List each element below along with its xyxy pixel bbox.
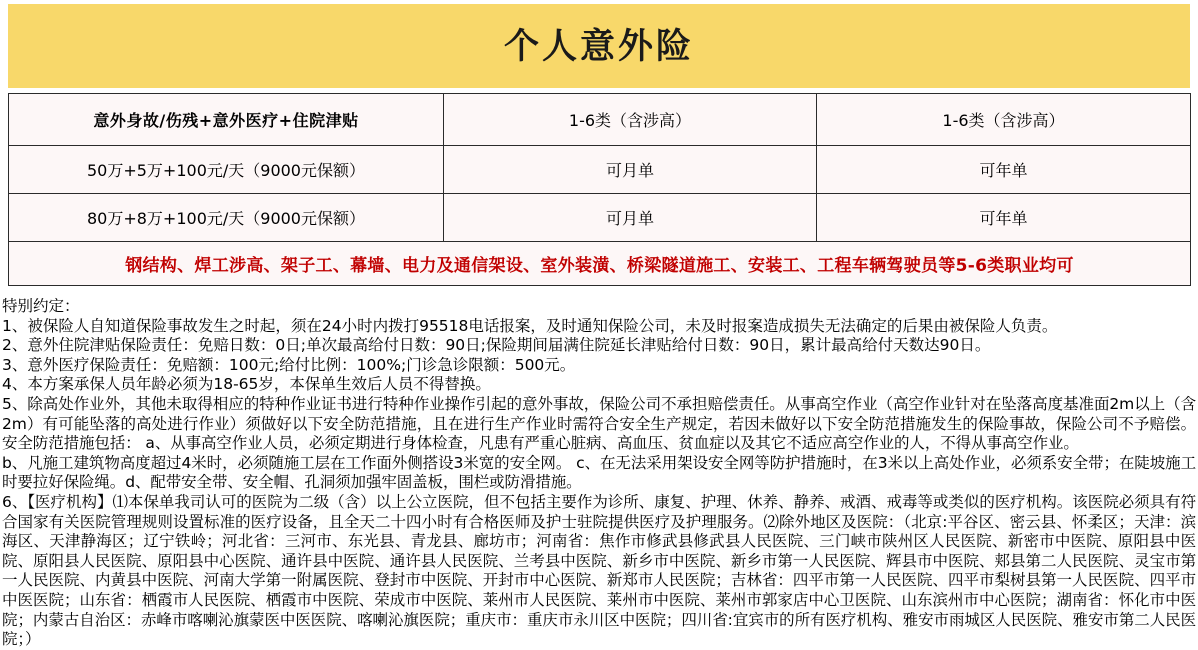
page-title: 个人意外险 bbox=[503, 25, 694, 67]
table-header-monthly: 1-6类（含涉高） bbox=[444, 94, 817, 146]
plan-monthly-option: 可月单 bbox=[444, 146, 817, 194]
plan-rate-table bbox=[8, 93, 1191, 286]
terms-item-1: 1、被保险人自知道保险事故发生之时起，须在24小时内拨打95518电话报案，及时通知保险公司，未及时报案造成损失无法确定的后果由被保险人负责。 bbox=[2, 316, 1058, 335]
terms-item-5-sub: b、凡施工建筑物高度超过4米时，必须随施工层在工作面外侧搭设3米宽的安全网。 c、在无法采用架设安全网等防护措施时，在3米以上高处作业，必须系安全带；在陡坡施工时要拉好保险绳。d、配带安全带、安全帽、孔洞须加强牢固盖板，围栏或防滑措施。 bbox=[2, 453, 1196, 492]
plan-amount: 50万+5万+100元/天（9000元保额） bbox=[9, 146, 444, 194]
occupation-highlight-text: 钢结构、焊工涉高、架子工、幕墙、电力及通信架设、室外装潢、桥梁隧道施工、安装工、工程车辆驾驶员等5-6类职业均可 bbox=[9, 242, 1191, 286]
table-row bbox=[9, 194, 1191, 242]
occupation-highlight-row bbox=[9, 242, 1191, 286]
plan-annual-option: 可年单 bbox=[817, 146, 1191, 194]
terms-item-3: 3、意外医疗保险责任：免赔额：100元;给付比例：100%;门诊急诊限额：500元。 bbox=[2, 355, 576, 374]
terms-item-2: 2、意外住院津贴保险责任：免赔日数：0日;单次最高给付日数：90日;保险期间届满住院延长津贴给付日数：90日，累计最高给付天数达90日。 bbox=[2, 336, 991, 355]
table-header-coverage: 意外身故/伤残+意外医疗+住院津贴 bbox=[9, 94, 444, 146]
special-terms-section bbox=[2, 297, 1196, 650]
terms-item-6: 6、【医疗机构】⑴本保单我司认可的医院为二级（含）以上公立医院，但不包括主要作为诊所、康复、护理、休养、静养、戒酒、戒毒等或类似的医疗机构。该医院必须具有符合国家有关医院管理规则设置标准的医疗设备，且全天二十四小时有合格医师及护士驻院提供医疗及护理服务。⑵除外地区及医院：（北京:平谷区、密云县、怀柔区；天津：滨海区、天津静海区；辽宁铁岭；河北省：三河市、东光县、青龙县、廊坊市；河南省：焦作市修武县修武县人民医院、三门峡市陕州区人民医院、新密市中医院、原阳县中医院、原阳县人民医院、原阳县中心医院、通许县中医院、通许县人民医院、兰考县中医院、新乡市中医院、新乡市第一人民医院、辉县市中医院、郏县第二人民医院、灵宝市第一人民医院、内黄县中医院、河南大学第一附属医院、登封市中医院、开封市中心医院、新郑市人民医院；吉林省：四平市第一人民医院、四平市梨树县第一人民医院、四平市中医医院；山东省：栖霞市人民医院、栖霞市中医院、荣成市中医院、莱州市人民医院、莱州市中医院、莱州市郭家店中心卫医院、山东滨州市中心医院；湖南省：怀化市中医院；内蒙古自治区：赤峰市喀喇沁旗蒙医中医医院、喀喇沁旗医院；重庆市：重庆市永川区中医院；四川省:宜宾市的所有医疗机构、雅安市雨城区人民医院、雅安市第二人民医院；） bbox=[2, 492, 1196, 649]
terms-heading: 特别约定： bbox=[2, 297, 80, 315]
terms-item-5: 5、除高处作业外，其他未取得相应的特种作业证书进行特种作业操作引起的意外事故，保险公司不承担赔偿责任。从事高空作业（高空作业针对在坠落高度基准面2m以上（含2m）有可能坠落的高处进行作业）须做好以下安全防范措施，且在进行生产作业时需符合安全生产规定，若因未做好以下安全防范措施发生的保险事故，保险公司不予赔偿。安全防范措施包括： a、从事高空作业人员，必须定期进行身体检查，凡患有严重心脏病、高血压、贫血症以及其它不适应高空作业的人，不得从事高空作业。 bbox=[2, 394, 1196, 453]
plan-annual-option: 可年单 bbox=[817, 194, 1191, 242]
plan-amount: 80万+8万+100元/天（9000元保额） bbox=[9, 194, 444, 242]
table-header-annual: 1-6类（含涉高） bbox=[817, 94, 1191, 146]
table-header-row bbox=[9, 94, 1191, 146]
terms-item-4: 4、本方案承保人员年龄必须为18-65岁，本保单生效后人员不得替换。 bbox=[2, 375, 491, 394]
page-title-banner bbox=[8, 4, 1190, 88]
table-row bbox=[9, 146, 1191, 194]
plan-monthly-option: 可月单 bbox=[444, 194, 817, 242]
